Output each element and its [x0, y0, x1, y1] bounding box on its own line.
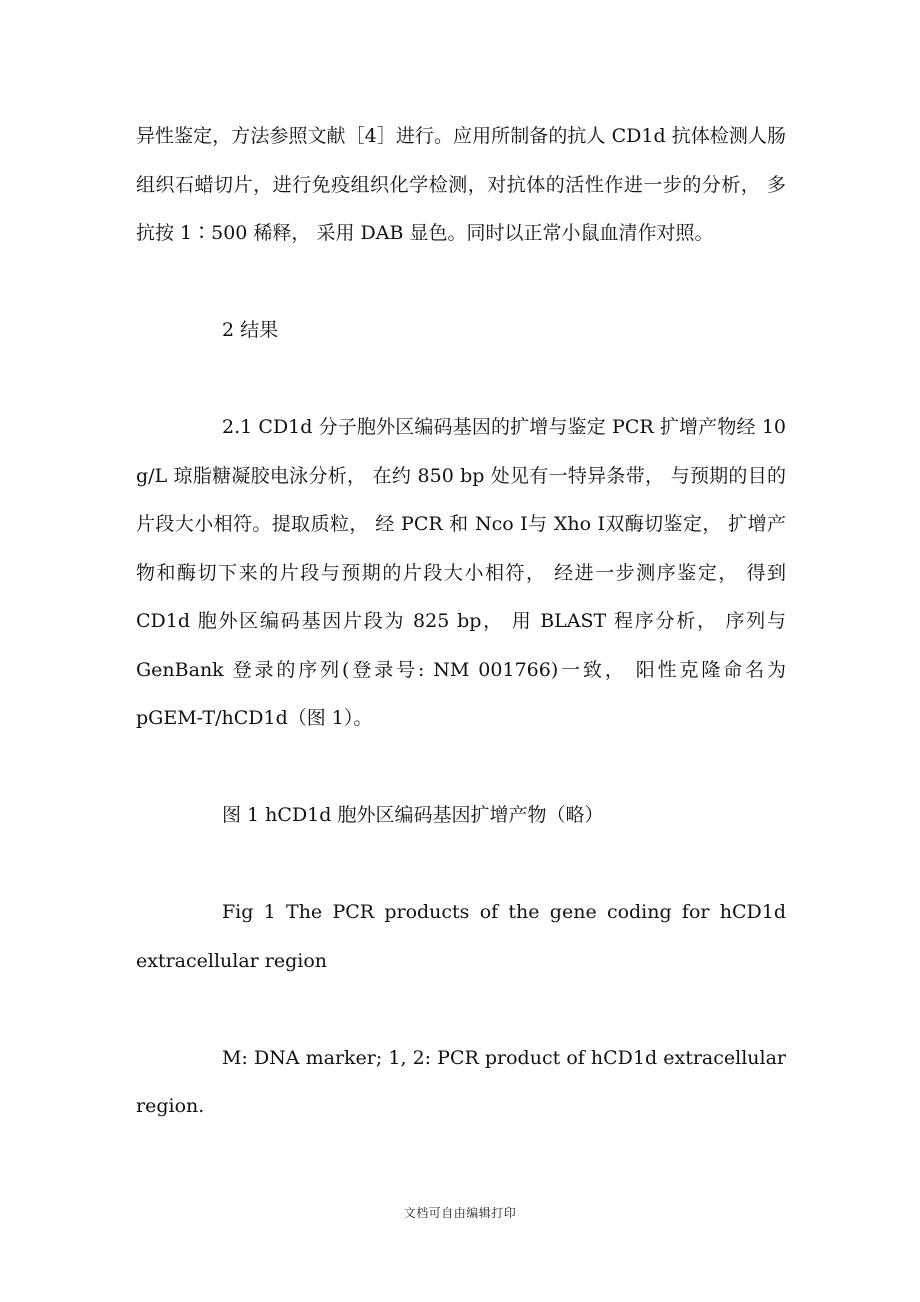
page-footer: 文档可自由编辑打印 — [403, 1206, 517, 1220]
section-heading-results: 2 结果 — [222, 319, 279, 341]
document-body — [136, 112, 786, 1131]
figure-caption-english: Fig 1 The PCR products of the gene coding for hCD1d extracellular region — [136, 901, 786, 972]
figure-legend: M: DNA marker; 1, 2: PCR product of hCD1d extracellular region. — [136, 1046, 786, 1117]
paragraph-result-2-1: 2.1 CD1d 分子胞外区编码基因的扩增与鉴定 PCR 扩增产物经 10 g/L 琼脂糖凝胶电泳分析， 在约 850 bp 处见有一特异条带， 与预期的目的片段大小相符。提取质粒， 经 PCR 和 Nco Ⅰ与 Xho Ⅰ双酶切鉴定， 扩增产物和酶切下来的片段与预期的片段大小相符， 经进一步测序鉴定， 得到 CD1d 胞外区编码基因片段为 825 bp， 用 BLAST 程序分析， 序列与 GenBank 登录的序列(登录号: NM 001766)一致， 阳性克隆命名为 pGEM-T/hCD1d（图 1）。 — [136, 416, 786, 729]
figure-caption-chinese: 图 1 hCD1d 胞外区编码基因扩增产物（略） — [222, 804, 604, 826]
paragraph-methods-end: 异性鉴定，方法参照文献［4］进行。应用所制备的抗人 CD1d 抗体检测人肠组织石蜡切片，进行免疫组织化学检测，对抗体的活性作进一步的分析， 多抗按 1∶500 稀释， 采用 DAB 显色。同时以正常小鼠血清作对照。 — [136, 125, 786, 244]
